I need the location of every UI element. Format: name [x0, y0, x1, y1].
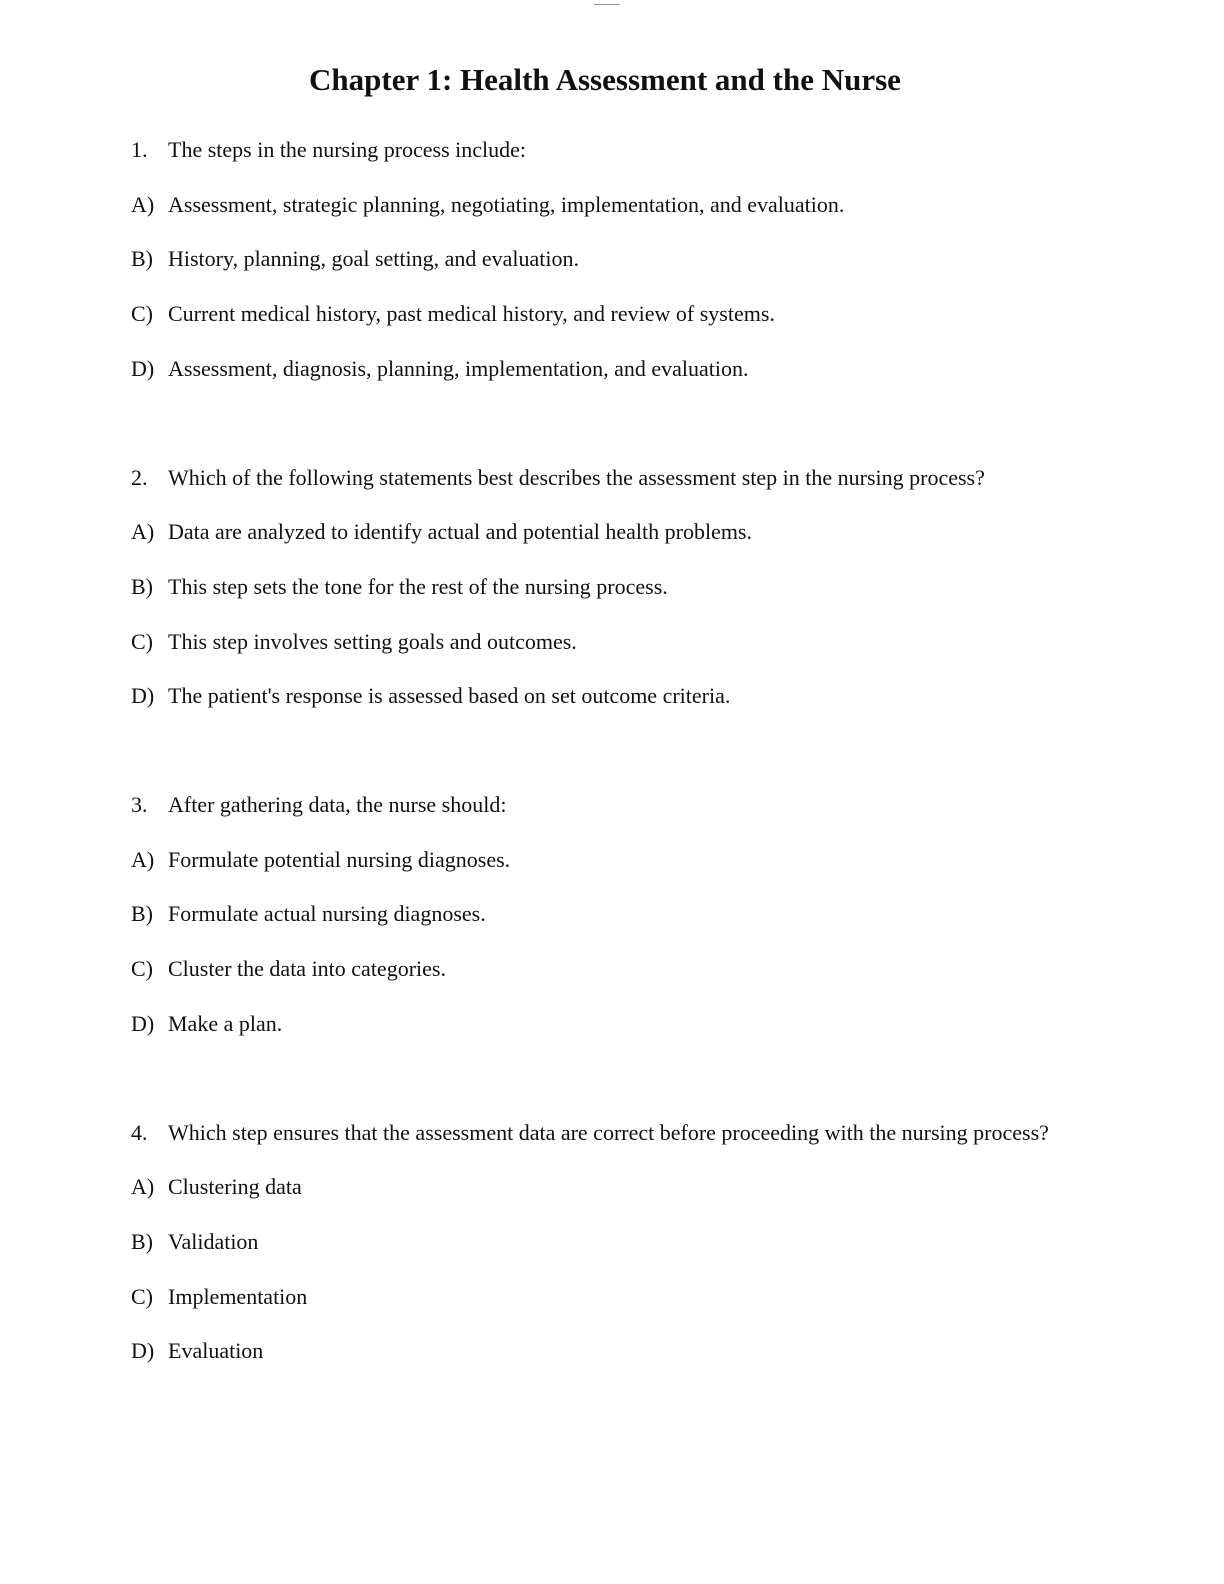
question-3	[131, 778, 1091, 1052]
option-letter: A)	[131, 191, 155, 217]
question-1	[131, 123, 1091, 397]
option-text: This step involves setting goals and outcomes.	[168, 628, 577, 654]
option-text: Data are analyzed to identify actual and potential health problems.	[168, 519, 752, 545]
question-4	[131, 1106, 1091, 1380]
option-text: Cluster the data into categories.	[168, 956, 446, 982]
question-stem	[131, 123, 1091, 178]
option-text: Formulate actual nursing diagnoses.	[168, 901, 486, 927]
option-b	[131, 1215, 1091, 1270]
option-letter: C)	[131, 628, 153, 654]
option-a	[131, 505, 1091, 560]
option-text: Validation	[168, 1228, 259, 1254]
option-letter: C)	[131, 1283, 153, 1309]
option-letter: B)	[131, 901, 153, 927]
question-text: The steps in the nursing process include:	[168, 137, 527, 162]
question-text: After gathering data, the nurse should:	[168, 792, 507, 818]
option-letter: A)	[131, 846, 155, 872]
option-b	[131, 560, 1091, 615]
header-mark	[594, 0, 620, 5]
option-letter: B)	[131, 573, 153, 599]
option-text: Make a plan.	[168, 1010, 283, 1036]
option-c	[131, 942, 1091, 997]
option-b	[131, 887, 1091, 942]
option-letter: B)	[131, 246, 153, 272]
page-title: Chapter 1: Health Assessment and the Nurse	[309, 62, 901, 97]
option-d	[131, 997, 1091, 1052]
option-text: Evaluation	[168, 1338, 264, 1364]
option-letter: A)	[131, 519, 155, 545]
question-number: 3.	[131, 792, 148, 818]
option-b	[131, 232, 1091, 287]
option-letter: C)	[131, 956, 153, 982]
option-letter: A)	[131, 1174, 155, 1200]
question-stem	[131, 1106, 1091, 1161]
option-d	[131, 1324, 1091, 1379]
question-text: Which of the following statements best describes the assessment step in the nursing process?	[168, 464, 985, 490]
option-text: Formulate potential nursing diagnoses.	[168, 846, 511, 872]
option-letter: D)	[131, 355, 155, 381]
option-letter: C)	[131, 301, 153, 327]
option-letter: B)	[131, 1228, 153, 1254]
option-letter: D)	[131, 1338, 155, 1364]
question-number: 4.	[131, 1119, 148, 1145]
option-letter: D)	[131, 1010, 155, 1036]
option-a	[131, 178, 1091, 233]
option-text: Clustering data	[168, 1174, 302, 1200]
question-stem	[131, 451, 1091, 506]
option-text: History, planning, goal setting, and evaluation.	[168, 246, 579, 272]
option-c	[131, 1270, 1091, 1325]
option-d	[131, 669, 1091, 724]
question-number: 1.	[131, 137, 148, 162]
option-text: Assessment, diagnosis, planning, implementation, and evaluation.	[168, 355, 749, 381]
option-letter: D)	[131, 683, 155, 709]
option-text: The patient's response is assessed based on set outcome criteria.	[168, 683, 731, 709]
question-text: Which step ensures that the assessment data are correct before proceeding with the nursing process?	[168, 1119, 1049, 1145]
option-c	[131, 615, 1091, 670]
question-2	[131, 451, 1091, 725]
option-text: Implementation	[168, 1283, 308, 1309]
option-d	[131, 342, 1091, 397]
question-number: 2.	[131, 464, 148, 490]
question-list	[131, 123, 1091, 1379]
option-a	[131, 833, 1091, 888]
question-stem	[131, 778, 1091, 833]
option-text: Current medical history, past medical history, and review of systems.	[168, 301, 775, 327]
option-c	[131, 287, 1091, 342]
option-a	[131, 1160, 1091, 1215]
option-text: Assessment, strategic planning, negotiating, implementation, and evaluation.	[168, 191, 845, 217]
option-text: This step sets the tone for the rest of the nursing process.	[168, 573, 668, 599]
